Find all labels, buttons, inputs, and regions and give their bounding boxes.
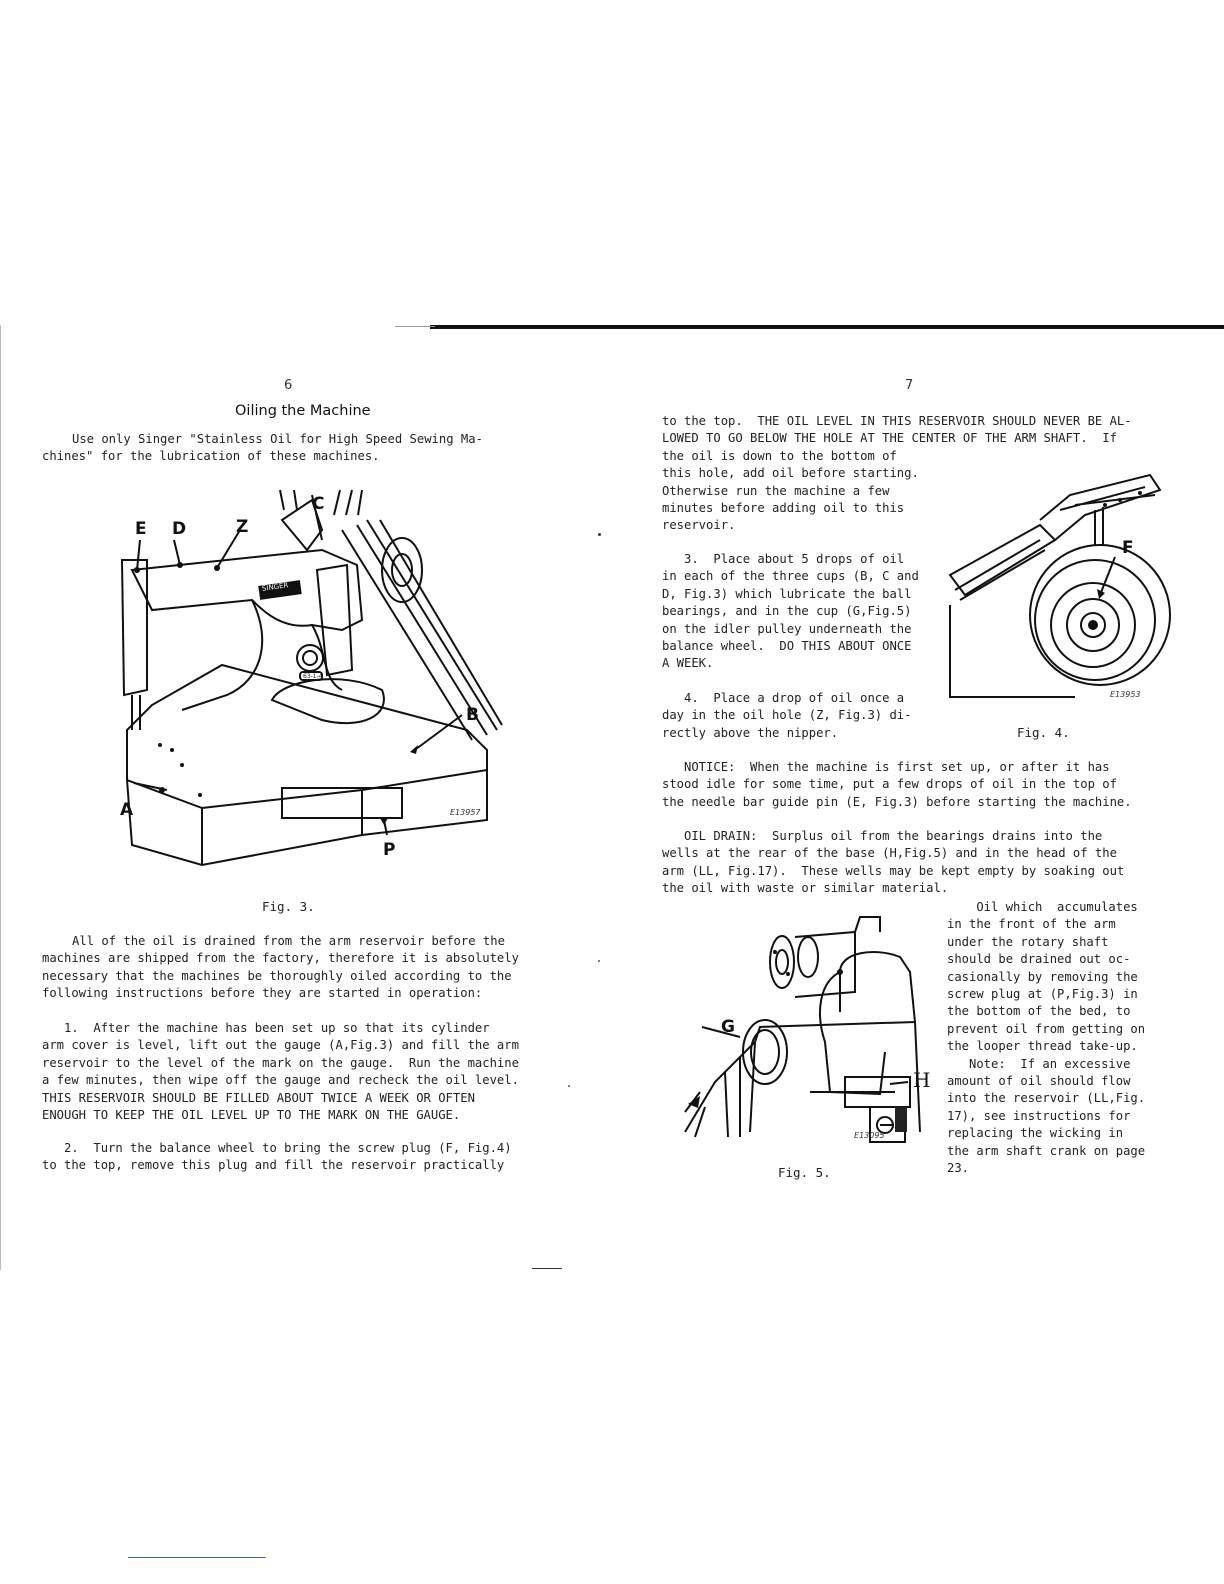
text-line: D, Fig.3) which lubricate the ball: [662, 586, 912, 601]
text-line: the looper thread take-up.: [947, 1039, 1138, 1054]
text-line: reservoir.: [662, 518, 736, 533]
top-rule-faint: [395, 326, 435, 327]
text-line: rectly above the nipper.: [662, 725, 839, 740]
top-rule: [430, 325, 1224, 329]
text-line: 2. Turn the balance wheel to bring the screw plug (F, Fig.4): [42, 1141, 512, 1155]
text-line: 3. Place about 5 drops of oil: [662, 552, 905, 566]
stray-dot: [568, 1085, 570, 1087]
text-line: NOTICE: When the machine is first set up, or after it has: [662, 760, 1110, 774]
text-line: arm cover is level, lift out the gauge (A,Fig.3) and fill the arm: [42, 1038, 519, 1053]
text-line: LOWED TO GO BELOW THE HOLE AT THE CENTER OF THE ARM SHAFT. If: [662, 431, 1117, 446]
callout-d: D: [172, 519, 187, 539]
text-line: Note: If an excessive: [947, 1056, 1131, 1071]
text-line: Use only Singer "Stainless Oil for High Speed Sewing Ma-: [72, 432, 483, 446]
bottom-scratch: [532, 1268, 562, 1269]
callout-g: G: [721, 1017, 735, 1037]
figure-4-illustration: [945, 465, 1170, 705]
text-line: the oil is down to the bottom of: [662, 448, 897, 463]
text-line: bearings, and in the cup (G,Fig.5): [662, 604, 912, 619]
text-line: replacing the wicking in: [947, 1126, 1124, 1141]
figure-4-ref-number: E13953: [1110, 690, 1141, 699]
figure-4-caption: Fig. 4.: [1017, 725, 1070, 740]
callout-p: P: [383, 840, 396, 860]
intro-paragraph: [42, 431, 483, 466]
text-line: under the rotary shaft: [947, 934, 1109, 949]
text-line: a few minutes, then wipe off the gauge and recheck the oil level.: [42, 1073, 519, 1088]
paragraph-notice: [662, 759, 1132, 811]
text-line: in the front of the arm: [947, 917, 1116, 932]
text-line: this hole, add oil before starting.: [662, 466, 919, 481]
text-line: Oil which accumulates: [947, 900, 1138, 914]
text-line: stood idle for some time, put a few drops of oil in the top of: [662, 777, 1117, 792]
text-line: necessary that the machines be thoroughly oiled according to the: [42, 968, 512, 983]
text-line: the oil with waste or similar material.: [662, 881, 949, 896]
model-plate: 63-1-4: [303, 673, 323, 680]
paragraph-step-4: [662, 690, 911, 742]
paragraph-side-drain: [947, 899, 1145, 1178]
callout-e: E: [135, 519, 147, 539]
callout-b: B: [466, 705, 479, 725]
callout-a: A: [120, 800, 134, 820]
figure-3-illustration: [112, 490, 502, 880]
text-line: minutes before adding oil to this: [662, 501, 905, 516]
figure-5-caption: Fig. 5.: [778, 1165, 831, 1180]
page-title: Oiling the Machine: [235, 403, 371, 419]
text-line: balance wheel. DO THIS ABOUT ONCE: [662, 639, 912, 654]
text-line: should be drained out oc-: [947, 952, 1131, 967]
text-line: prevent oil from getting on: [947, 1021, 1146, 1036]
figure-3-ref-number: E13957: [450, 808, 481, 817]
callout-h: H: [913, 1068, 931, 1092]
text-line: casionally by removing the: [947, 969, 1138, 984]
text-line: day in the oil hole (Z, Fig.3) di-: [662, 708, 912, 723]
text-line: Otherwise run the machine a few: [662, 483, 890, 498]
callout-z: Z: [236, 517, 249, 537]
text-line: into the reservoir (LL,Fig.: [947, 1091, 1146, 1106]
text-line: the bottom of the bed, to: [947, 1004, 1131, 1019]
stray-dot: [598, 533, 601, 536]
figure-5-ref-number: E13095: [854, 1131, 885, 1140]
callout-c: C: [312, 494, 325, 514]
bottom-link-line: [128, 1557, 266, 1558]
paragraph-step-2: [42, 1140, 512, 1175]
text-line: chines" for the lubrication of these machines.: [42, 449, 380, 464]
text-line: arm (LL, Fig.17). These wells may be kept empty by soaking out: [662, 863, 1125, 878]
page-number-left: 6: [284, 378, 293, 393]
text-line: wells at the rear of the base (H,Fig.5) and in the head of the: [662, 846, 1117, 861]
figure-3-caption: Fig. 3.: [262, 899, 315, 914]
text-line: 23.: [947, 1161, 970, 1176]
text-line: reservoir to the level of the mark on the gauge. Run the machine: [42, 1055, 519, 1070]
text-line: on the idler pulley underneath the: [662, 621, 912, 636]
paragraph-step-3: [662, 551, 919, 673]
text-line: All of the oil is drained from the arm reservoir before the: [72, 934, 505, 948]
text-line: 1. After the machine has been set up so that its cylinder: [42, 1021, 490, 1035]
text-line: screw plug at (P,Fig.3) in: [947, 987, 1138, 1002]
text-line: to the top, remove this plug and fill the reservoir practically: [42, 1158, 505, 1173]
figure-5-illustration: [680, 912, 940, 1157]
text-line: following instructions before they are started in operation:: [42, 986, 483, 1001]
paragraph-oil-drain: [662, 828, 1124, 898]
text-line: ENOUGH TO KEEP THE OIL LEVEL UP TO THE MARK ON THE GAUGE.: [42, 1108, 461, 1123]
stray-dot: [598, 960, 600, 962]
page-number-right: 7: [905, 378, 914, 393]
text-line: machines are shipped from the factory, therefore it is absolutely: [42, 951, 519, 966]
text-line: THIS RESERVOIR SHOULD BE FILLED ABOUT TWICE A WEEK OR OFTEN: [42, 1090, 475, 1105]
paragraph-drained: [42, 933, 519, 1003]
brand-plate: SINGER: [261, 581, 289, 593]
callout-f: F: [1122, 538, 1134, 558]
text-line: the arm shaft crank on page: [947, 1143, 1146, 1158]
text-line: OIL DRAIN: Surplus oil from the bearings drains into the: [662, 829, 1103, 843]
text-line: 4. Place a drop of oil once a: [662, 691, 905, 705]
left-edge-rule: [0, 325, 1, 1270]
paragraph-step-1: [42, 1020, 519, 1124]
text-line: A WEEK.: [662, 656, 714, 671]
text-line: 17), see instructions for: [947, 1108, 1131, 1123]
text-line: amount of oil should flow: [947, 1074, 1131, 1089]
text-line: in each of the three cups (B, C and: [662, 569, 919, 584]
text-line: the needle bar guide pin (E, Fig.3) before starting the machine.: [662, 794, 1132, 809]
text-line: to the top. THE OIL LEVEL IN THIS RESERVOIR SHOULD NEVER BE AL-: [662, 414, 1132, 428]
